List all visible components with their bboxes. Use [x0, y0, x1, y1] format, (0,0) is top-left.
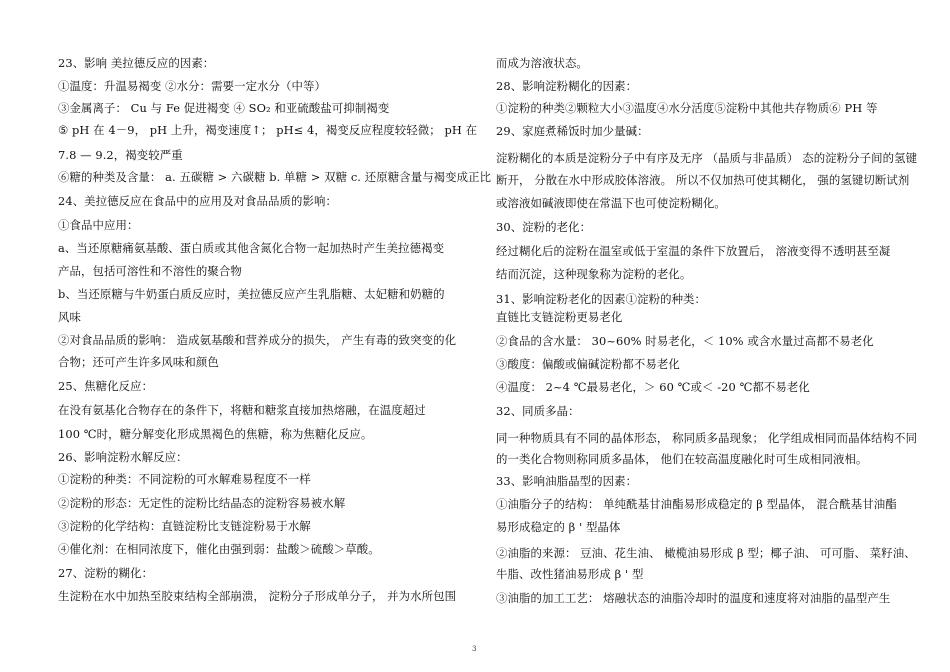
text-line: 的一类化合物则称同质多晶体， 他们在较高温度融化时可生成相同液相。 — [496, 452, 868, 466]
text-line: 在没有氨基化合物存在的条件下，将糖和糖浆直接加热熔融，在温度超过 — [58, 403, 426, 417]
text-line: ③淀粉的化学结构：直链淀粉比支链淀粉易于水解 — [58, 519, 311, 533]
text-line: 牛脂、改性猪油易形成 β ' 型 — [496, 567, 644, 581]
text-line: ④温度： 2~4 ℃最易老化，＞ 60 ℃或＜ -20 ℃都不易老化 — [496, 380, 810, 394]
text-line: ②淀粉的形态：无定性的淀粉比结晶态的淀粉容易被水解 — [58, 496, 346, 510]
text-line: ①淀粉的种类：不同淀粉的可水解难易程度不一样 — [58, 472, 311, 486]
text-line: 23、影响 美拉德反应的因素： — [58, 56, 215, 70]
text-line: 经过糊化后的淀粉在温室或低于室温的条件下放置后， 溶液变得不透明甚至凝 — [496, 244, 891, 258]
text-line: 结而沉淀，这种现象称为淀粉的老化。 — [496, 267, 692, 281]
text-line: ②油脂的来源： 豆油、花生油、 橄榄油易形成 β 型；椰子油、 可可脂、 菜籽油、 — [496, 546, 916, 560]
text-line: a、当还原糖痛氨基酸、蛋白质或其他含氮化合物一起加热时产生美拉德褐变 — [58, 241, 445, 255]
text-line: 28、影响淀粉糊化的因素： — [496, 79, 638, 93]
text-line: 断开， 分散在水中形成胶体溶液。 所以不仅加热可使其糊化， 强的氢键切断试剂 — [496, 173, 910, 187]
text-line: 7.8 — 9.2，褐变较严重 — [58, 148, 183, 162]
text-line: ③酸度：偏酸或偏碱淀粉都不易老化 — [496, 357, 680, 371]
text-line: ⑥糖的种类及含量： a. 五碳糖 > 六碳糖 b. 单糖 > 双糖 c. 还原糖含量与褐变成正比 — [58, 170, 492, 184]
text-line: 易形成稳定的 β ' 型晶体 — [496, 520, 621, 534]
text-line: 32、同质多晶： — [496, 404, 580, 418]
page-number: 3 — [472, 645, 477, 653]
text-line: 31、影响淀粉老化的因素①淀粉的种类： — [496, 292, 707, 306]
text-line: ①温度：升温易褐变 ②水分：需要一定水分（中等） — [58, 79, 327, 93]
text-line: 直链比支链淀粉更易老化 — [496, 310, 623, 324]
text-line: 风味 — [58, 310, 81, 324]
text-line: 而成为溶液状态。 — [496, 56, 588, 70]
text-line: ②对食品品质的影响： 造成氨基酸和营养成分的损失， 产生有毒的致突变的化 — [58, 333, 457, 347]
text-line: 25、焦糖化反应： — [58, 379, 154, 393]
text-line: 或溶液如碱液即使在常温下也可使淀粉糊化。 — [496, 196, 726, 210]
text-line: 33、影响油脂晶型的因素： — [496, 474, 638, 488]
text-line: 26、影响淀粉水解反应： — [58, 450, 188, 464]
text-line: 产品，包括可溶性和不溶性的聚合物 — [58, 264, 242, 278]
text-line: ①淀粉的种类②颗粒大小③温度④水分活度⑤淀粉中其他共存物质⑥ PH 等 — [496, 101, 878, 115]
text-line: ④催化剂：在相同浓度下，催化由强到弱：盐酸＞硫酸＞草酸。 — [58, 542, 380, 556]
text-line: ③油脂的加工工艺： 熔融状态的油脂冷却时的温度和速度将对油脂的晶型产生 — [496, 591, 891, 605]
text-line: b、当还原糖与牛奶蛋白质反应时，美拉德反应产生乳脂糖、太妃糖和奶糖的 — [58, 287, 445, 301]
text-line: ⑤ pH 在 4－9， pH 上升，褐变速度↑； pH≤ 4，褐变反应程度较轻微； pH 在 — [58, 123, 478, 137]
text-line: ①油脂分子的结构： 单纯酰基甘油酯易形成稳定的 β 型晶体， 混合酰基甘油酯 — [496, 497, 897, 511]
text-line: 同一种物质具有不同的晶体形态， 称同质多晶现象； 化学组成相同而晶体结构不同 — [496, 431, 918, 445]
text-line: 生淀粉在水中加热至胶束结构全部崩溃， 淀粉分子形成单分子， 并为水所包围 — [58, 589, 457, 603]
text-line: ①食品中应用： — [58, 218, 139, 232]
text-line: 100 ℃时，糖分解变化形成黑褐色的焦糖，称为焦糖化反应。 — [58, 427, 373, 441]
text-line: ②食品的含水量： 30~60% 时易老化，＜ 10% 或含水量过高都不易老化 — [496, 334, 874, 348]
text-line: 合物；还可产生许多风味和颜色 — [58, 355, 219, 369]
text-line: 淀粉糊化的本质是淀粉分子中有序及无序 （晶质与非晶质） 态的淀粉分子间的氢键 — [496, 151, 918, 165]
text-line: 24、美拉德反应在食品中的应用及对食品品质的影响： — [58, 194, 337, 208]
text-line: 27、淀粉的糊化： — [58, 566, 154, 580]
text-line: 29、家庭煮稀饭时加少量碱： — [496, 124, 649, 138]
text-line: ③金属离子： Cu 与 Fe 促进褐变 ④ SO₂ 和亚硫酸盐可抑制褐变 — [58, 101, 390, 115]
text-line: 30、淀粉的老化： — [496, 220, 592, 234]
